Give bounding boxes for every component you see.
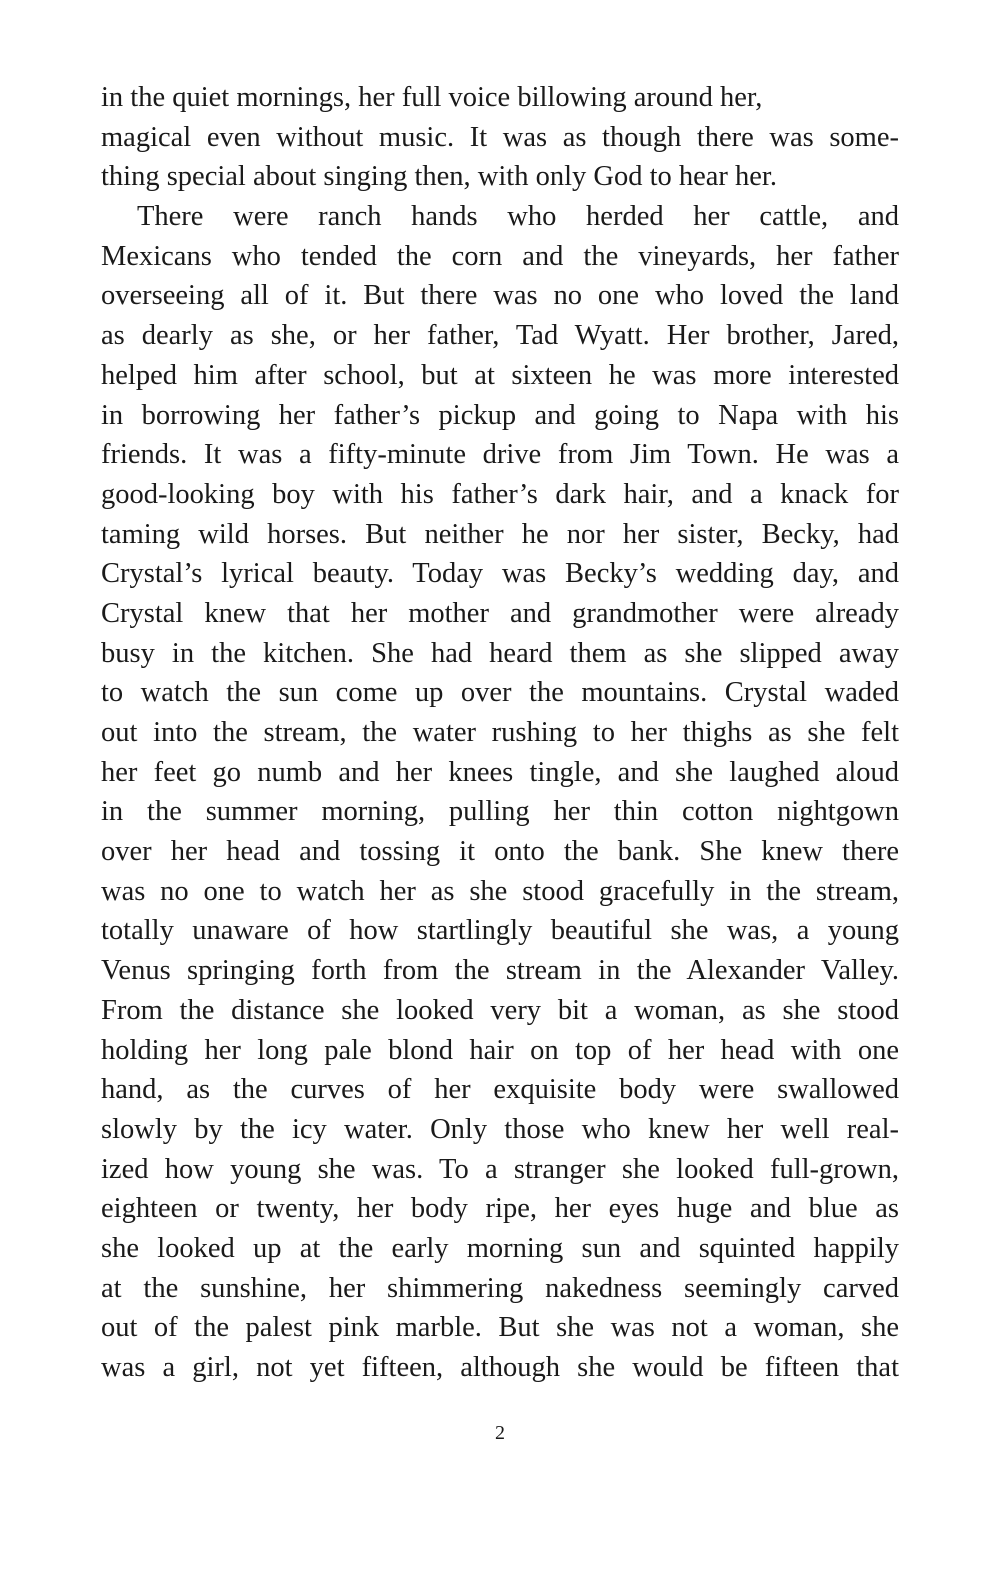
text-line: Crystal’s lyrical beauty. Today was Becky’s wedding day, and — [101, 558, 899, 590]
text-line: overseeing all of it. But there was no one who loved the land — [101, 280, 899, 312]
text-line: she looked up at the early morning sun and squinted happily — [101, 1232, 899, 1264]
text-line: helped him after school, but at sixteen he was more interested — [101, 359, 899, 391]
text-line-paragraph-start: There were ranch hands who herded her cattle, and — [137, 201, 899, 233]
text-line: ized how young she was. To a stranger she looked full-grown, — [101, 1153, 899, 1185]
text-line: From the distance she looked very bit a woman, as she stood — [101, 994, 899, 1026]
text-line: as dearly as she, or her father, Tad Wyatt. Her brother, Jared, — [101, 320, 899, 352]
text-line: Mexicans who tended the corn and the vineyards, her father — [101, 240, 899, 272]
text-line: in borrowing her father’s pickup and going to Napa with his — [101, 399, 899, 431]
text-line: at the sunshine, her shimmering nakedness seemingly carved — [101, 1272, 899, 1304]
text-line: in the summer morning, pulling her thin cotton nightgown — [101, 796, 899, 828]
text-line: was no one to watch her as she stood gracefully in the stream, — [101, 875, 899, 907]
body-text — [101, 78, 899, 1388]
text-line: holding her long pale blond hair on top of her head with one — [101, 1034, 899, 1066]
page-number: 2 — [495, 1422, 505, 1444]
text-line: eighteen or twenty, her body ripe, her eyes huge and blue as — [101, 1193, 899, 1225]
text-line: over her head and tossing it onto the bank. She knew there — [101, 836, 899, 868]
text-line: hand, as the curves of her exquisite body were swallowed — [101, 1074, 899, 1106]
text-line: Crystal knew that her mother and grandmother were already — [101, 597, 899, 629]
text-line: her feet go numb and her knees tingle, and she laughed aloud — [101, 756, 899, 788]
text-line: slowly by the icy water. Only those who knew her well real- — [101, 1113, 899, 1145]
text-line: magical even without music. It was as though there was some- — [101, 121, 899, 153]
text-line: friends. It was a fifty-minute drive from Jim Town. He was a — [101, 439, 899, 471]
text-line: in the quiet mornings, her full voice billowing around her, — [101, 82, 763, 113]
text-line: Venus springing forth from the stream in the Alexander Valley. — [101, 955, 899, 987]
text-line: good-looking boy with his father’s dark hair, and a knack for — [101, 478, 899, 510]
text-line: out into the stream, the water rushing to her thighs as she felt — [101, 717, 899, 748]
text-line: totally unaware of how startlingly beautiful she was, a young — [101, 915, 899, 947]
text-line: busy in the kitchen. She had heard them as she slipped away — [101, 637, 899, 669]
text-line: taming wild horses. But neither he nor her sister, Becky, had — [101, 518, 899, 550]
text-line: thing special about singing then, with only God to hear her. — [101, 161, 777, 193]
text-line: out of the palest pink marble. But she was not a woman, she — [101, 1312, 899, 1344]
text-line: was a girl, not yet fifteen, although she would be fifteen that — [101, 1352, 899, 1383]
text-line: to watch the sun come up over the mountains. Crystal waded — [101, 677, 899, 709]
